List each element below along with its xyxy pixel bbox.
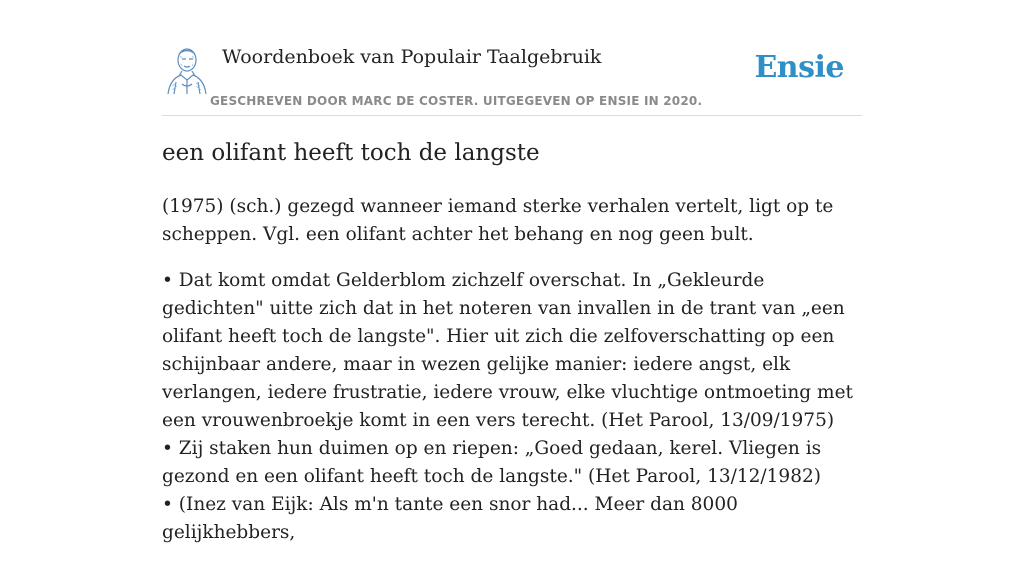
entry-definition: (1975) (sch.) gezegd wanneer iemand sterke verhalen vertelt, ligt op te scheppen. Vgl. een olifant achter het behang en nog geen bult. bbox=[162, 196, 834, 245]
page bbox=[162, 0, 862, 543]
quote-item: • Dat komt omdat Gelderblom zichzelf overschat. In „Gekleurde gedichten" uitte zich dat in het noteren van invallen in de trant van „een olifant heeft toch de langste". Hier uit zich die zelfoverschatting op een schijnbaar andere, maar in wezen gelijke manier: iedere angst, elk verlangen, iedere frustratie, iedere vrouw, elke vluchtige ontmoeting met een vrouwenbroekje komt in een vers terecht. (Het Parool, 13/09/1975) bbox=[162, 270, 853, 431]
quote-item: • Zij staken hun duimen op en riepen: „Goed gedaan, kerel. Vliegen is gezond en een olifant heeft toch de langste." (Het Parool, 13/12/1982) bbox=[162, 438, 822, 487]
ensie-logo-link[interactable]: Ensie bbox=[754, 50, 844, 85]
book-title[interactable]: Woordenboek van Populair Taalgebruik bbox=[222, 46, 602, 68]
author-portrait-icon bbox=[164, 46, 210, 96]
header bbox=[162, 0, 862, 116]
entry-title: een olifant heeft toch de langste bbox=[162, 140, 540, 166]
byline: GESCHREVEN DOOR MARC DE COSTER. UITGEGEVEN OP ENSIE IN 2020. bbox=[210, 94, 703, 108]
entry-content bbox=[162, 193, 866, 565]
entry-quotes bbox=[162, 267, 866, 547]
quote-item: • (Inez van Eijk: Als m'n tante een snor had... Meer dan 8000 gelijkhebbers, bbox=[162, 494, 738, 543]
